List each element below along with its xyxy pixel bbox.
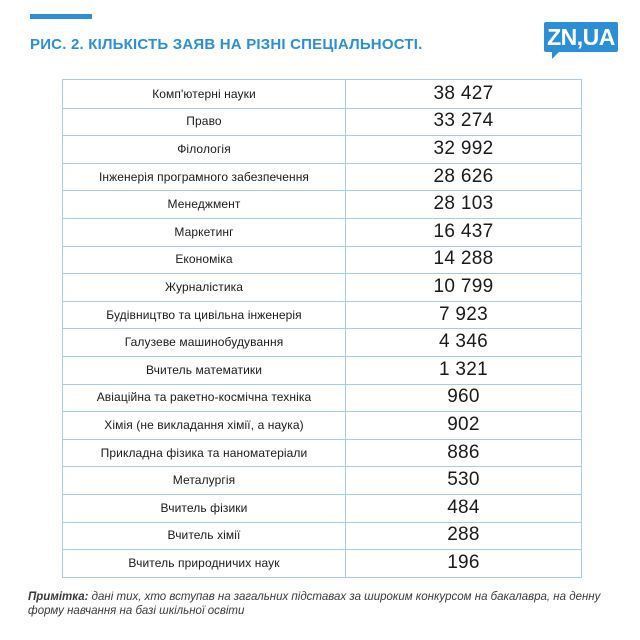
specialty-name: Інженерія програмного забезпечення	[62, 163, 346, 191]
table-row	[62, 356, 582, 385]
top-accent-rule	[30, 14, 92, 19]
specialty-name: Право	[62, 108, 346, 136]
table-row	[62, 522, 582, 551]
specialty-name: Економіка	[62, 246, 346, 274]
table-row	[62, 384, 582, 413]
table-row	[62, 549, 582, 578]
specialty-name: Вчитель природничих наук	[62, 549, 346, 577]
application-count: 1 321	[346, 356, 582, 384]
application-count: 886	[346, 439, 582, 467]
application-count: 288	[346, 522, 582, 550]
application-count: 10 799	[346, 273, 582, 301]
application-count: 16 437	[346, 218, 582, 246]
application-count: 530	[346, 466, 582, 494]
application-count: 28 103	[346, 190, 582, 218]
table-row	[62, 135, 582, 164]
table-row	[62, 163, 582, 192]
table-row	[62, 301, 582, 330]
specialty-name: Авіаційна та ракетно-космічна техніка	[62, 384, 346, 412]
application-count: 196	[346, 549, 582, 577]
footnote-text: дані тих, хто вступав на загальних підставах за широким конкурсом на бакалавра, на денну форму навчання на базі шкільної освіти	[28, 591, 601, 617]
application-count: 38 427	[346, 80, 582, 108]
application-count: 14 288	[346, 246, 582, 274]
specialty-name: Комп'ютерні науки	[62, 80, 346, 108]
specialty-name: Прикладна фізика та наноматеріали	[62, 439, 346, 467]
specialty-name: Вчитель фізики	[62, 494, 346, 522]
footnote-label: Примітка:	[28, 591, 89, 603]
table-row	[62, 411, 582, 440]
application-count: 902	[346, 411, 582, 439]
specialty-name: Вчитель хімії	[62, 522, 346, 550]
applications-table	[62, 79, 582, 578]
application-count: 32 992	[346, 135, 582, 163]
table-row	[62, 80, 582, 109]
footnote	[28, 590, 618, 618]
logo-speech-tail	[552, 51, 560, 59]
table-row	[62, 108, 582, 137]
application-count: 33 274	[346, 108, 582, 136]
table-row	[62, 328, 582, 357]
zn-ua-logo	[544, 22, 618, 60]
application-count: 4 346	[346, 328, 582, 356]
application-count: 7 923	[346, 301, 582, 329]
table-row	[62, 273, 582, 302]
table-row	[62, 246, 582, 275]
logo-text: ZN,UA	[544, 22, 618, 52]
table-row	[62, 466, 582, 495]
specialty-name: Вчитель математики	[62, 356, 346, 384]
application-count: 28 626	[346, 163, 582, 191]
specialty-name: Хімія (не викладання хімії, а наука)	[62, 411, 346, 439]
page-title: РИС. 2. КІЛЬКІСТЬ ЗАЯВ НА РІЗНІ СПЕЦІАЛЬНОСТІ.	[30, 36, 423, 53]
specialty-name: Будівництво та цивільна інженерія	[62, 301, 346, 329]
table-row	[62, 190, 582, 219]
specialty-name: Філологія	[62, 135, 346, 163]
table-row	[62, 494, 582, 523]
table-row	[62, 218, 582, 247]
specialty-name: Менеджмент	[62, 190, 346, 218]
application-count: 484	[346, 494, 582, 522]
table-row	[62, 439, 582, 468]
specialty-name: Галузеве машинобудування	[62, 328, 346, 356]
specialty-name: Журналістика	[62, 273, 346, 301]
specialty-name: Маркетинг	[62, 218, 346, 246]
specialty-name: Металургія	[62, 466, 346, 494]
application-count: 960	[346, 384, 582, 412]
